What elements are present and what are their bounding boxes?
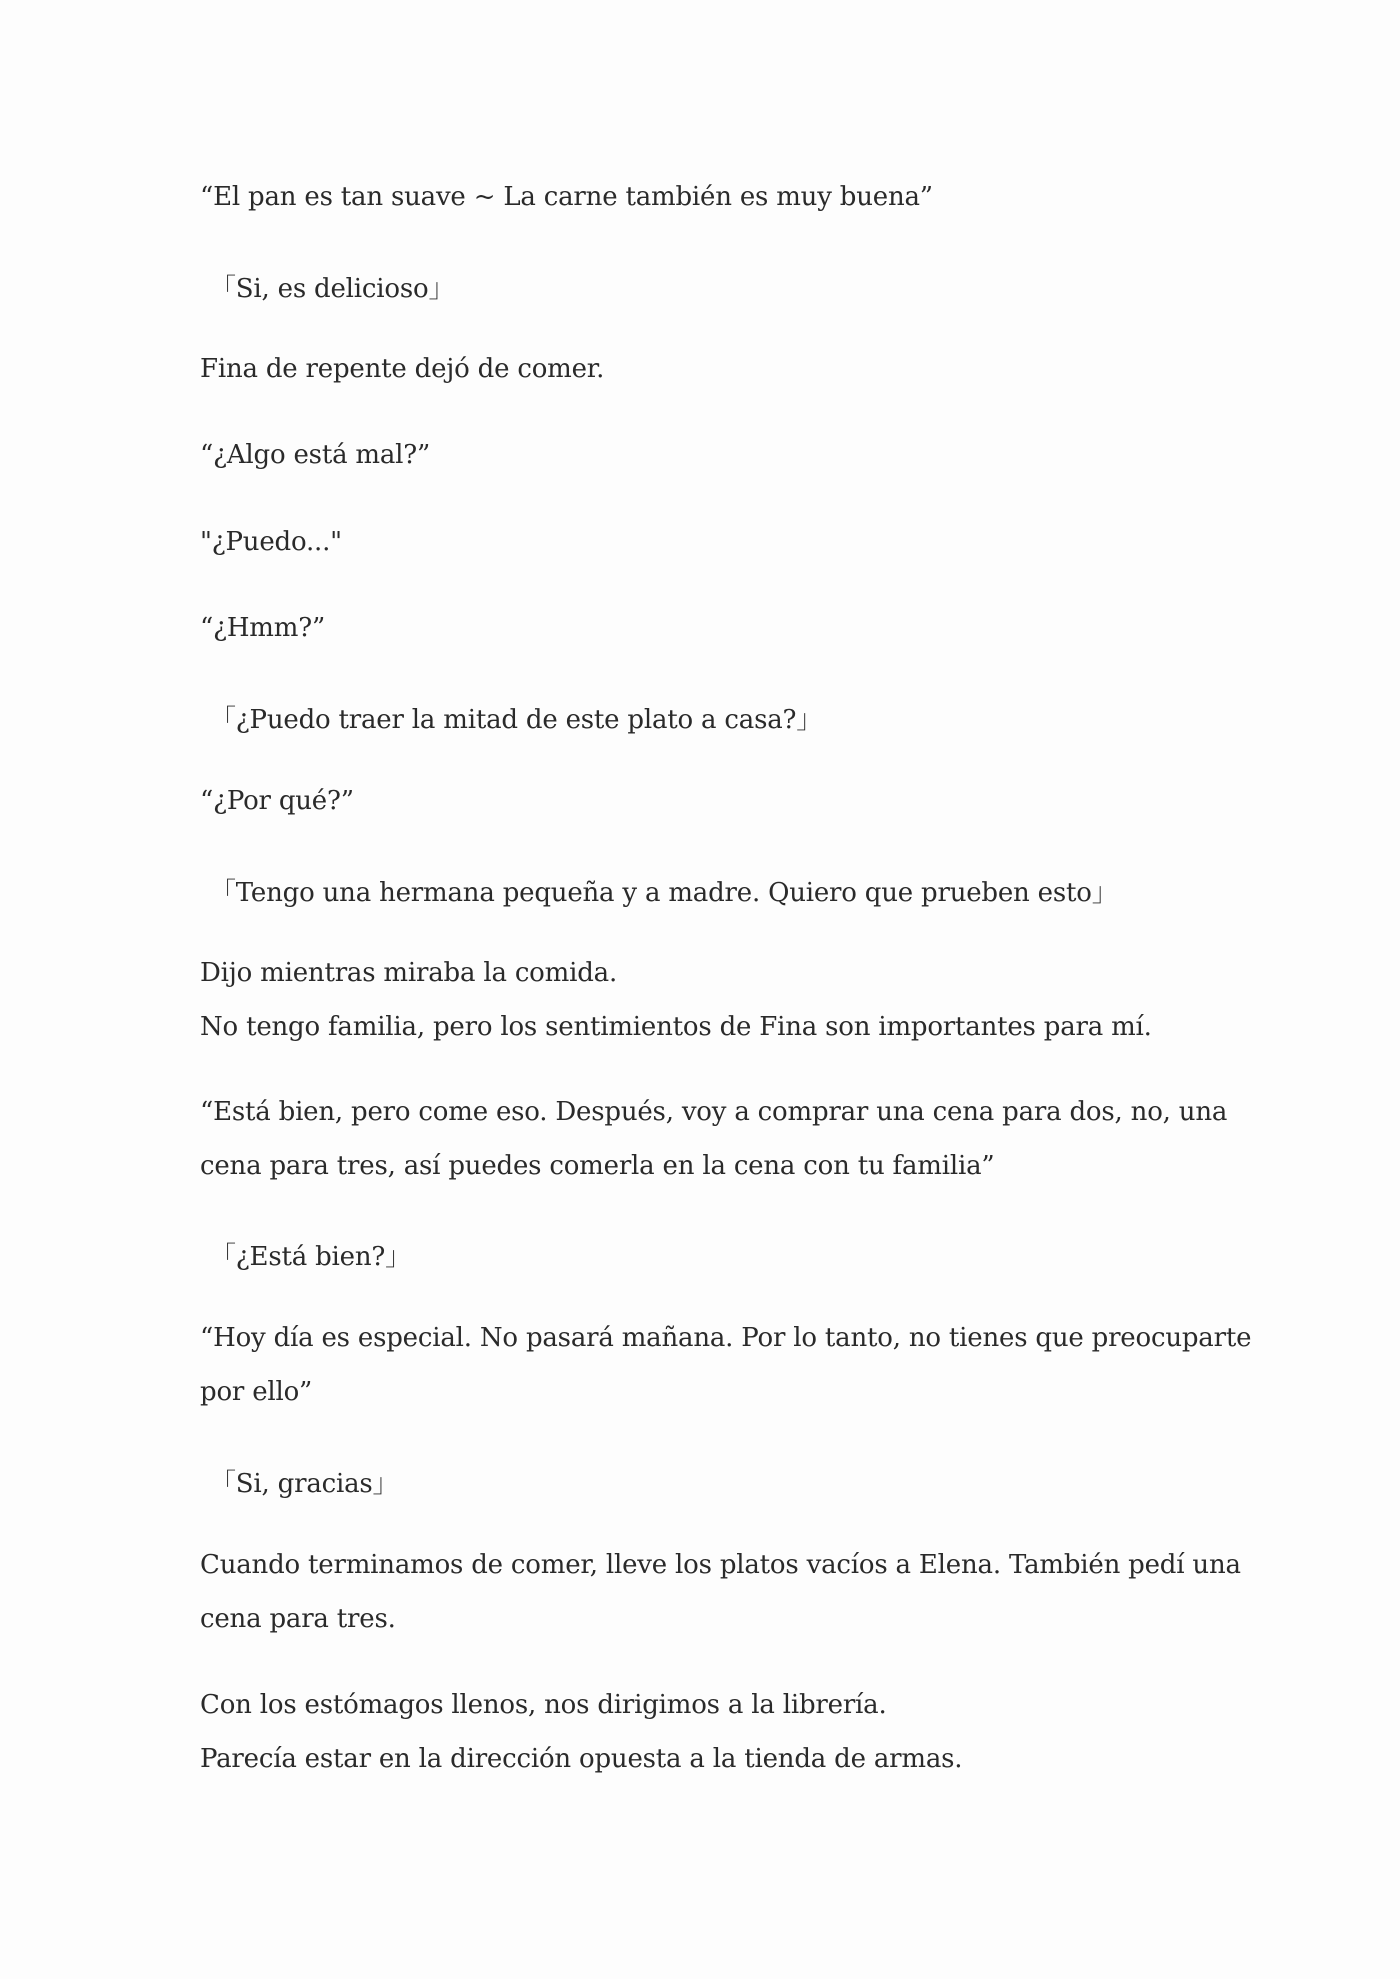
text-line: por ello”: [200, 1377, 313, 1407]
text-line: Cuando terminamos de comer, lleve los platos vacíos a Elena. También pedí una: [200, 1550, 1241, 1580]
text-line: “Está bien, pero come eso. Después, voy a comprar una cena para dos, no, una: [200, 1097, 1228, 1127]
text-line: "¿Puedo...": [200, 527, 342, 557]
text-line: “El pan es tan suave ~ La carne también es muy buena”: [200, 182, 933, 212]
text-line: “¿Algo está mal?”: [200, 440, 431, 470]
text-line: 「Tengo una hermana pequeña y a madre. Quiero que prueben esto」: [210, 878, 1118, 908]
text-line: 「¿Puedo traer la mitad de este plato a casa?」: [210, 705, 823, 735]
text-line: “¿Por qué?”: [200, 786, 354, 816]
text-line: 「¿Está bien?」: [210, 1242, 411, 1272]
text-line: cena para tres.: [200, 1604, 396, 1634]
text-line: cena para tres, así puedes comerla en la cena con tu familia”: [200, 1151, 995, 1181]
text-line: “Hoy día es especial. No pasará mañana. Por lo tanto, no tienes que preocuparte: [200, 1323, 1252, 1353]
text-line: No tengo familia, pero los sentimientos de Fina son importantes para mí.: [200, 1012, 1152, 1042]
text-line: Con los estómagos llenos, nos dirigimos a la librería.: [200, 1690, 887, 1720]
text-line: Fina de repente dejó de comer.: [200, 354, 605, 384]
text-line: “¿Hmm?”: [200, 613, 326, 643]
text-line: 「Si, gracias」: [210, 1469, 399, 1499]
text-line: 「Si, es delicioso」: [210, 274, 455, 304]
text-line: Parecía estar en la dirección opuesta a la tienda de armas.: [200, 1744, 963, 1774]
text-line: Dijo mientras miraba la comida.: [200, 958, 618, 988]
